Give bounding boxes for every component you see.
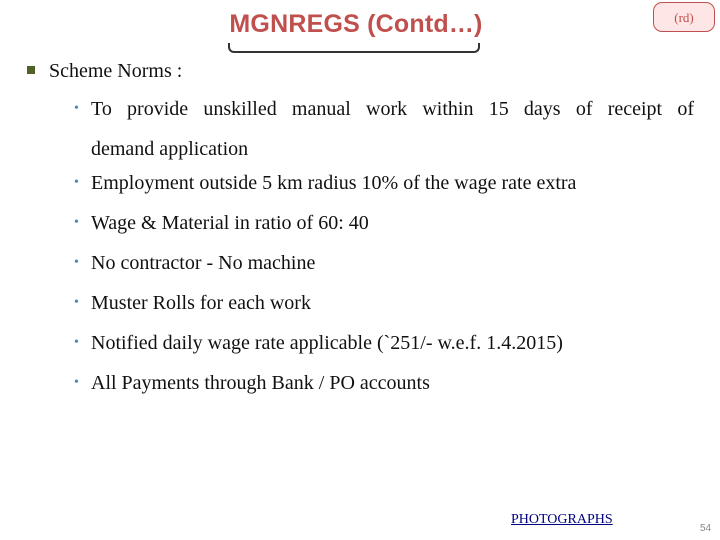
bullet-dot-icon: • [74, 375, 79, 390]
title-underline [228, 43, 480, 53]
bullet-dot-icon: • [74, 255, 79, 270]
bullet-dot-icon: • [74, 101, 79, 116]
list-item [74, 203, 694, 243]
photographs-link[interactable]: PHOTOGRAPHS [511, 512, 613, 527]
list-item-text: To provide unskilled manual work within 15 days of receipt of [91, 98, 694, 120]
slide-title-container [0, 10, 712, 39]
list-item [74, 283, 694, 323]
list-item [74, 363, 694, 403]
rd-badge: (rd) [653, 2, 715, 32]
bullet-dot-icon: • [74, 335, 79, 350]
list-item-text: Wage & Material in ratio of 60: 40 [91, 212, 369, 234]
list-item-text: Muster Rolls for each work [91, 292, 311, 314]
bullet-dot-icon: • [74, 295, 79, 310]
slide-title: MGNREGS (Contd…) [229, 10, 483, 38]
list-item [74, 243, 694, 283]
list-item-text: Notified daily wage rate applicable (`251/- w.e.f. 1.4.2015) [91, 332, 563, 354]
list-item-text: Employment outside 5 km radius 10% of the wage rate extra [91, 172, 577, 194]
list-item-text: All Payments through Bank / PO accounts [91, 372, 430, 394]
list-item-text: No contractor - No machine [91, 252, 316, 274]
bullet-dot-icon: • [74, 215, 79, 230]
page-number: 54 [700, 523, 712, 534]
heading-text: Scheme Norms : [49, 60, 183, 82]
scheme-norms-heading [27, 60, 182, 83]
list-item [74, 163, 694, 203]
list-item [74, 95, 694, 163]
list-item [74, 323, 694, 363]
square-bullet-icon [27, 66, 35, 74]
norms-list [74, 95, 694, 403]
bullet-dot-icon: • [74, 175, 79, 190]
list-item-text-continued: demand application [91, 138, 249, 160]
